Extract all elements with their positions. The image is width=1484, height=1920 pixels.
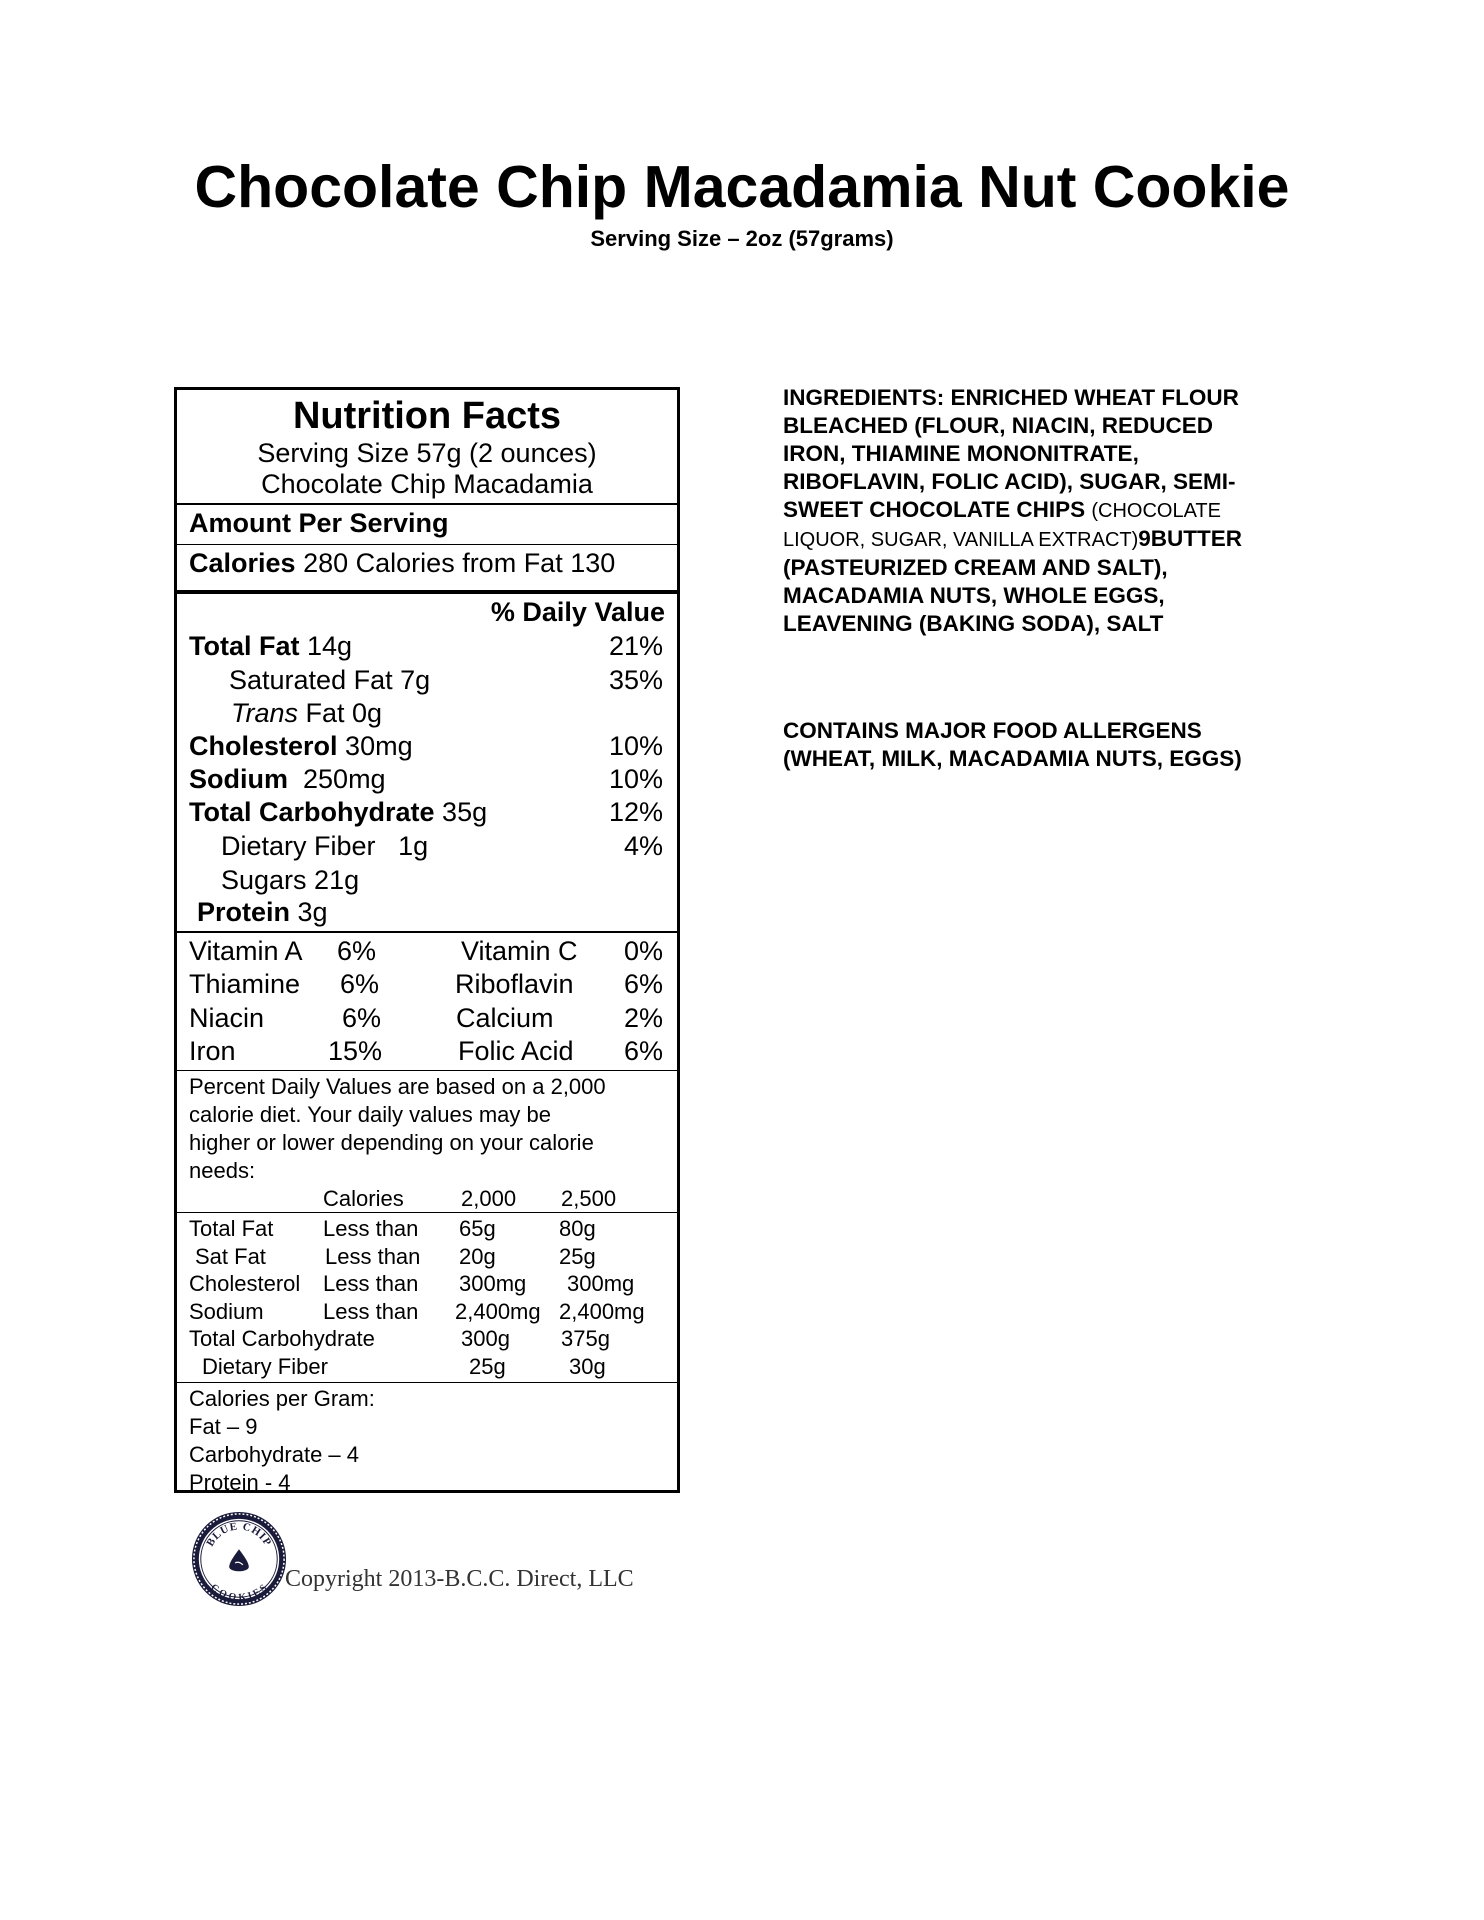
nutrient-amount: 35g xyxy=(442,797,488,827)
footnote-table-cell: 2,400mg xyxy=(559,1298,645,1324)
vitamin-value: 6% xyxy=(623,969,663,999)
vitamin-value: 0% xyxy=(623,936,663,966)
footnote-table-cell: Total Fat xyxy=(189,1216,274,1241)
footnote-table-cell: Total Carbohydrate xyxy=(189,1326,375,1351)
calories-value: 280 xyxy=(303,548,349,578)
footnote-table-cell: 2,400mg xyxy=(455,1298,541,1324)
ingredients-line: (PASTEURIZED CREAM AND SALT), xyxy=(783,555,1168,580)
footnote-table-cell: Less than xyxy=(323,1216,419,1241)
divider xyxy=(177,1382,677,1383)
footnote-table-cell: Dietary Fiber xyxy=(202,1353,328,1379)
nutrient-label: Sugars 21g xyxy=(221,865,360,895)
vitamin-value: 6% xyxy=(340,969,380,999)
vitamin-label: Riboflavin xyxy=(455,969,574,999)
vitamin-label: Vitamin C xyxy=(461,936,578,966)
nutrient-label: Sodium xyxy=(189,764,288,794)
vitamin-value: 6% xyxy=(623,1036,663,1066)
nutrient-label: Cholesterol xyxy=(189,731,338,761)
divider xyxy=(177,931,677,933)
daily-value-header: % Daily Value xyxy=(490,597,665,627)
nf-product-name: Chocolate Chip Macadamia xyxy=(261,469,593,499)
vitamin-value: 15% xyxy=(328,1036,383,1066)
footnote-table-cell: Less than xyxy=(323,1271,419,1296)
nutrient-row xyxy=(189,730,413,762)
ingredients-line xyxy=(783,525,1303,554)
nutrient-row xyxy=(197,896,328,928)
footnote-col-2500: 2,500 xyxy=(561,1186,617,1211)
vitamin-label: Calcium xyxy=(456,1003,554,1033)
calories-per-gram-fat: Fat – 9 xyxy=(189,1414,258,1439)
ingredients-line: RIBOFLAVIN, FOLIC ACID), SUGAR, SEMI- xyxy=(783,469,1236,494)
nutrient-label: Dietary Fiber xyxy=(221,831,376,861)
ingredients-bold: 9BUTTER xyxy=(1138,526,1243,551)
footnote-table-cell: Sodium xyxy=(189,1298,264,1324)
footnote-table-cell: Less than xyxy=(323,1298,419,1324)
vitamin-label: Thiamine xyxy=(189,969,301,999)
footnote-table-cell: Less than xyxy=(325,1243,421,1269)
vitamin-label: Folic Acid xyxy=(458,1036,574,1066)
nutrient-label: Saturated Fat 7g xyxy=(229,665,431,695)
ingredients-line xyxy=(783,496,1303,525)
divider xyxy=(177,503,677,505)
nutrient-dv: 10% xyxy=(608,764,663,794)
footnote-table-cell: 300g xyxy=(461,1326,510,1351)
ingredients-block xyxy=(783,384,1303,638)
footnote-table-cell: 80g xyxy=(559,1216,596,1241)
nutrient-label: Trans xyxy=(231,698,299,728)
footnote-table-cell: 300mg xyxy=(459,1271,527,1296)
calories-per-gram: Calories per Gram: xyxy=(189,1386,375,1411)
footnote-col-2000: 2,000 xyxy=(461,1186,517,1211)
footnote-line: needs: xyxy=(189,1158,256,1183)
footnote-table-cell: 20g xyxy=(459,1243,496,1269)
nutrient-amount: 250mg xyxy=(303,764,386,794)
ingredients-line: INGREDIENTS: ENRICHED WHEAT FLOUR xyxy=(783,385,1239,410)
footnote-line: higher or lower depending on your calorie xyxy=(189,1130,594,1155)
logo-text-bottom: COOKIES xyxy=(208,1581,270,1604)
ingredients-line: IRON, THIAMINE MONONITRATE, xyxy=(783,441,1139,466)
footnote-table-cell: 300mg xyxy=(567,1271,635,1296)
vitamin-value: 2% xyxy=(623,1003,663,1033)
calories-label: Calories xyxy=(189,548,296,578)
nutrient-row xyxy=(231,697,382,729)
ingredients-line: LEAVENING (BAKING SODA), SALT xyxy=(783,611,1164,636)
divider xyxy=(177,544,677,545)
footnote-line: calorie diet. Your daily values may be xyxy=(189,1102,551,1127)
footnote-table-cell: 65g xyxy=(459,1216,496,1241)
footnote-table-cell: 375g xyxy=(561,1326,610,1351)
nutrient-amount: 1g xyxy=(398,831,429,861)
vitamin-label: Vitamin A xyxy=(189,936,303,966)
ingredients-bold: SWEET CHOCOLATE CHIPS xyxy=(783,497,1092,522)
nutrition-facts-header xyxy=(177,390,677,503)
nutrient-amount: 14g xyxy=(307,631,353,661)
ingredients-line: MACADAMIA NUTS, WHOLE EGGS, xyxy=(783,583,1165,608)
nutrient-label: Total Carbohydrate xyxy=(189,797,435,827)
vitamin-label: Iron xyxy=(189,1036,236,1066)
amount-per-serving: Amount Per Serving xyxy=(189,508,449,538)
copyright-notice: Copyright 2013-B.C.C. Direct, LLC xyxy=(285,1566,634,1592)
ingredients-light: (CHOCOLATE xyxy=(1091,500,1221,522)
nutrient-amount: 3g xyxy=(297,897,328,927)
divider xyxy=(177,1212,677,1213)
nutrient-row xyxy=(221,830,428,862)
footnote-col-calories: Calories xyxy=(323,1186,404,1211)
nutrient-row xyxy=(189,796,487,828)
nf-serving-size: Serving Size 57g (2 ounces) xyxy=(257,438,597,468)
nutrient-dv: 21% xyxy=(608,631,663,661)
blue-chip-cookies-seal-icon xyxy=(190,1510,288,1608)
nutrient-dv: 10% xyxy=(608,731,663,761)
calories-row xyxy=(189,547,615,579)
footnote-table-cell: 25g xyxy=(469,1353,506,1379)
nutrient-dv: 12% xyxy=(608,797,663,827)
nutrient-dv: 35% xyxy=(608,665,663,695)
allergen-line: (WHEAT, MILK, MACADAMIA NUTS, EGGS) xyxy=(783,746,1242,771)
thick-divider xyxy=(177,590,677,594)
footnote-line: Percent Daily Values are based on a 2,000 xyxy=(189,1074,606,1099)
nutrition-facts-panel xyxy=(174,387,680,1493)
footnote-table-cell: 25g xyxy=(559,1243,596,1269)
allergen-line: CONTAINS MAJOR FOOD ALLERGENS xyxy=(783,718,1202,743)
vitamin-value: 6% xyxy=(342,1003,382,1033)
calories-per-gram-carb: Carbohydrate – 4 xyxy=(189,1442,359,1467)
nutrient-row xyxy=(189,630,352,662)
serving-size-subtitle: Serving Size – 2oz (57grams) xyxy=(590,226,894,251)
nutrient-amount: Fat 0g xyxy=(305,698,383,728)
nutrient-amount: 30mg xyxy=(345,731,413,761)
vitamin-label: Niacin xyxy=(189,1003,265,1033)
footnote-table-cell: 30g xyxy=(569,1353,606,1379)
calories-from-fat: Calories from Fat 130 xyxy=(355,548,616,578)
ingredients-light: LIQUOR, SUGAR, VANILLA EXTRACT) xyxy=(783,529,1139,551)
vitamin-value: 6% xyxy=(337,936,377,966)
ingredients-line: BLEACHED (FLOUR, NIACIN, REDUCED xyxy=(783,413,1213,438)
calories-per-gram-protein: Protein - 4 xyxy=(189,1470,291,1495)
divider xyxy=(177,1070,677,1071)
footnote-table-cell: Cholesterol xyxy=(189,1271,301,1296)
allergen-statement xyxy=(783,717,1343,773)
nutrient-label: Total Fat xyxy=(189,631,300,661)
nutrient-dv: 4% xyxy=(623,831,663,861)
page-title: Chocolate Chip Macadamia Nut Cookie xyxy=(194,154,1290,220)
nutrient-row xyxy=(189,763,386,795)
logo-text-top: BLUE CHIP xyxy=(204,1520,274,1549)
nutrient-label: Protein xyxy=(197,897,291,927)
footnote-table-cell: Sat Fat xyxy=(195,1243,266,1269)
nutrition-facts-heading: Nutrition Facts xyxy=(292,395,562,437)
